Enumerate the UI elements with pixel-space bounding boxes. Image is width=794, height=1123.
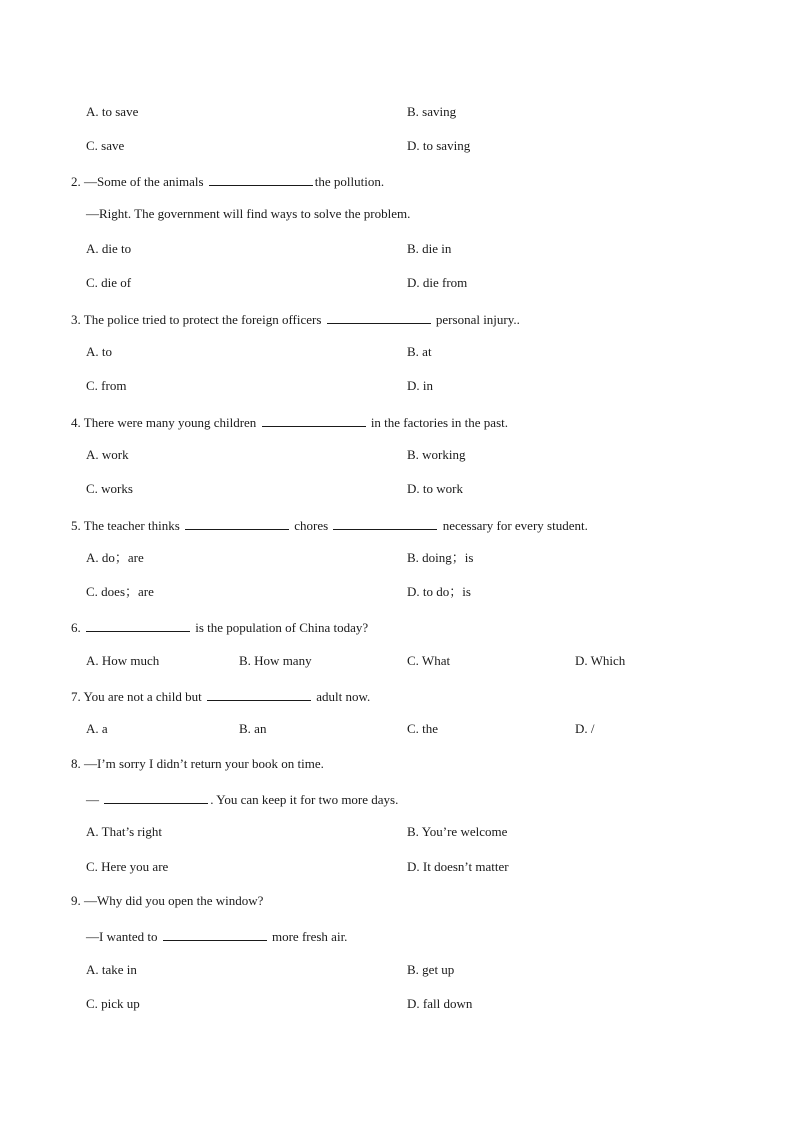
q9-suffix: more fresh air. xyxy=(271,929,348,944)
q5-stem xyxy=(71,516,588,534)
q5-option-a: A. do；are xyxy=(86,550,144,565)
q7-stem xyxy=(71,687,370,705)
q9-stem: 9. —Why did you open the window? xyxy=(71,893,264,908)
q9-option-c: C. pick up xyxy=(86,996,140,1011)
q7-option-d: D. / xyxy=(575,721,595,736)
q4-option-c: C. works xyxy=(86,481,133,496)
q2-stem xyxy=(71,172,384,190)
q2-option-d: D. die from xyxy=(407,275,468,290)
q6-option-a: A. How much xyxy=(86,653,160,668)
q8-response xyxy=(86,790,398,808)
q2-suffix: the pollution. xyxy=(314,174,385,189)
q5-option-c: C. does；are xyxy=(86,584,154,599)
q9-prefix: —I wanted to xyxy=(86,929,158,944)
answer-blank xyxy=(163,927,267,941)
q8-stem: 8. —I’m sorry I didn’t return your book on time. xyxy=(71,756,324,771)
q6-option-b: B. How many xyxy=(239,653,312,668)
q5-option-d: D. to do；is xyxy=(407,584,471,599)
answer-blank xyxy=(262,413,366,427)
q7-suffix: adult now. xyxy=(316,689,371,704)
answer-blank xyxy=(209,172,313,186)
q1-option-c: C. save xyxy=(86,138,125,153)
answer-blank xyxy=(104,790,208,804)
q5-middle: chores xyxy=(294,518,329,533)
q4-stem xyxy=(71,413,508,431)
q4-option-b: B. working xyxy=(407,447,466,462)
q4-option-a: A. work xyxy=(86,447,129,462)
q7-option-c: C. the xyxy=(407,721,439,736)
q3-option-d: D. in xyxy=(407,378,433,393)
q8-prefix: — xyxy=(86,792,99,807)
q3-option-b: B. at xyxy=(407,344,432,359)
q8-option-c: C. Here you are xyxy=(86,859,169,874)
q6-option-d: D. Which xyxy=(575,653,626,668)
q3-prefix: 3. The police tried to protect the foreign officers xyxy=(71,312,322,327)
q9-option-d: D. fall down xyxy=(407,996,473,1011)
q9-option-a: A. take in xyxy=(86,962,137,977)
q2-option-b: B. die in xyxy=(407,241,452,256)
q7-prefix: 7. You are not a child but xyxy=(71,689,202,704)
q8-suffix: . You can keep it for two more days. xyxy=(210,792,399,807)
q5-suffix: necessary for every student. xyxy=(442,518,588,533)
q3-stem xyxy=(71,310,520,328)
q6-stem xyxy=(71,618,368,636)
q5-option-b: B. doing；is xyxy=(407,550,474,565)
answer-blank xyxy=(86,618,190,632)
q1-option-a: A. to save xyxy=(86,104,139,119)
q9-option-b: B. get up xyxy=(407,962,455,977)
answer-blank xyxy=(327,310,431,324)
q8-option-b: B. You’re welcome xyxy=(407,824,508,839)
q5-prefix: 5. The teacher thinks xyxy=(71,518,180,533)
q3-option-c: C. from xyxy=(86,378,127,393)
answer-blank xyxy=(185,516,289,530)
q8-option-a: A. That’s right xyxy=(86,824,162,839)
q4-suffix: in the factories in the past. xyxy=(370,415,508,430)
q1-option-b: B. saving xyxy=(407,104,457,119)
q2-response: —Right. The government will find ways to solve the problem. xyxy=(86,206,411,221)
q4-prefix: 4. There were many young children xyxy=(71,415,257,430)
q6-suffix: is the population of China today? xyxy=(195,620,369,635)
q1-option-d: D. to saving xyxy=(407,138,471,153)
q9-response xyxy=(86,927,347,945)
q7-option-b: B. an xyxy=(239,721,267,736)
q2-option-c: C. die of xyxy=(86,275,132,290)
q2-prefix: 2. —Some of the animals xyxy=(71,174,204,189)
q7-option-a: A. a xyxy=(86,721,108,736)
q8-option-d: D. It doesn’t matter xyxy=(407,859,509,874)
q4-option-d: D. to work xyxy=(407,481,463,496)
q6-prefix: 6. xyxy=(71,620,81,635)
q3-option-a: A. to xyxy=(86,344,112,359)
q2-option-a: A. die to xyxy=(86,241,132,256)
answer-blank xyxy=(207,687,311,701)
q3-suffix: personal injury.. xyxy=(435,312,520,327)
q6-option-c: C. What xyxy=(407,653,451,668)
answer-blank xyxy=(333,516,437,530)
